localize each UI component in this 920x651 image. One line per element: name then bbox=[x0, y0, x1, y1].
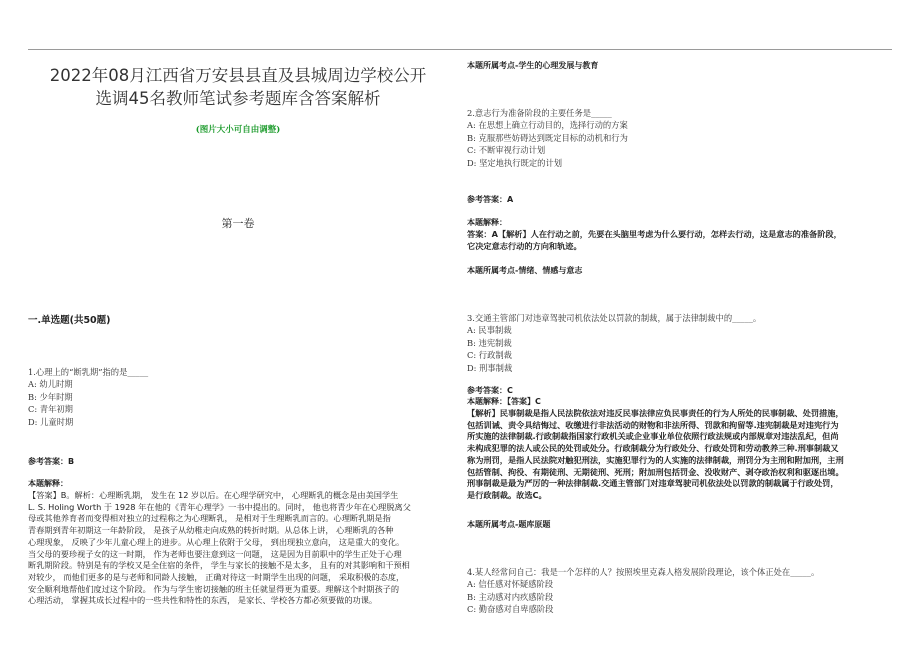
option-b: B: 主动感对内疚感阶段 bbox=[467, 591, 554, 602]
question-stem: 2.意志行为准备阶段的主要任务是_____ bbox=[467, 108, 612, 118]
option-a: A: 信任感对怀疑感阶段 bbox=[467, 579, 554, 590]
explanation-line: 答案：A【解析】人在行动之前，先要在头脑里考虑为什么要行动，怎样去行动，这是意志的准备阶段， bbox=[467, 229, 842, 239]
title-line-1: 2022年08月江西省万安县县直及县城周边学校公开 bbox=[49, 66, 427, 85]
explanation-line: L. S. Holing Worth 于 1928 年在他的《青年心理学》一书中提出的。同时， 他也将青少年在心理脱离父 bbox=[28, 501, 411, 512]
document-title bbox=[28, 64, 448, 110]
explanation-line: 刑事制裁是最为严厉的一种法律制裁.交通主管部门对违章驾驶司机依法处以罚款的制裁属于行政处罚， bbox=[467, 478, 839, 489]
option-d: D: 坚定地执行既定的计划 bbox=[467, 157, 563, 168]
explanation-line: 心理现象， 反映了少年儿童心理上的进步。从心理上依附于父母， 到出现独立意向， 这是重大的变化。 bbox=[28, 536, 405, 547]
question-stem: 1.心理上的“断乳期”指的是_____ bbox=[28, 367, 149, 377]
explanation-line: 它决定意志行动的方向和轨迹。 bbox=[467, 240, 582, 251]
option-b: B: 违宪制裁 bbox=[467, 337, 512, 348]
explanation-line: 【解析】民事制裁是指人民法院依法对违反民事法律应负民事责任的行为人所处的民事制裁、处罚措施， bbox=[467, 408, 844, 418]
subtitle: (图片大小可自由调整) bbox=[195, 125, 281, 135]
explanation-line: 包括管制、拘役、有期徒刑、无期徒刑、死刑；附加刑包括罚金、没收财产、剥夺政治权利和驱逐出境。 bbox=[467, 466, 844, 477]
option-c: C: 青年初期 bbox=[28, 404, 73, 415]
explanation-line: 对较少， 而他们更多的是与老师和同龄人接触， 正确对待这一时期学生出现的问题， 采取积极的态度， bbox=[28, 571, 405, 582]
explanation-line: 当父母的要珍视子女的这一时期， 作为老师也要注意到这一问题， 这是因为目前职中的学生正处于心理 bbox=[28, 548, 402, 559]
explanation-line: 包括训诫、责令具结悔过、收缴进行非法活动的财物和非法所得、罚款和拘留等.违宪制裁是对违宪行为 bbox=[467, 419, 839, 430]
option-c: C: 不断审视行动计划 bbox=[467, 145, 546, 156]
explanation-line: 断乳期阶段。特别是有的学校又是全住宿的条件， 学生与家长的接触不是太多， 且有的对其影响和干预相 bbox=[28, 560, 410, 571]
explanation-line: 安全顺利地帮他们度过这个阶段。 作为与学生密切接触的班主任就显得更为重要。理解这个时期孩子的 bbox=[28, 583, 400, 594]
explanation-line: 母或其他养育者而变得相对独立的过程称之为心理断乳， 是相对于生理断乳而言的。心理断乳期是指 bbox=[28, 513, 391, 524]
question-1 bbox=[28, 366, 148, 428]
question-4 bbox=[467, 566, 819, 616]
option-c: C: 行政制裁 bbox=[467, 350, 512, 361]
option-a: A: 民事制裁 bbox=[467, 325, 512, 336]
section-heading: 一.单选题(共50题) bbox=[28, 315, 111, 326]
option-a: A: 幼儿时期 bbox=[28, 379, 73, 390]
option-b: B: 少年时期 bbox=[28, 391, 73, 402]
explanation-text bbox=[467, 229, 897, 252]
explanation-text bbox=[467, 408, 899, 502]
question-2 bbox=[467, 107, 628, 169]
explanation-label: 本题解释： bbox=[28, 479, 68, 488]
explanation-label: 本题解释：【答案】C bbox=[467, 397, 541, 406]
explanation-line: 是行政制裁。故选C。 bbox=[467, 489, 547, 500]
explanation-line: 所实施的法律制裁.行政制裁指国家行政机关或企业事业单位依照行政法规或内部规章对违法乱纪，但尚 bbox=[467, 431, 839, 442]
explanation-line: 青春期到青年初期这一年龄阶段， 是孩子从幼稚走向成熟的转折时期。从总体上讲， 心理断乳的各种 bbox=[28, 525, 394, 536]
explanation-text bbox=[28, 490, 468, 607]
explanation-line: 【答案】B。解析：心理断乳期， 发生在 12 岁以后。在心理学研究中， 心理断乳的概念是由美国学生 bbox=[28, 490, 399, 500]
knowledge-point: 本题所属考点-学生的心理发展与教育 bbox=[467, 61, 599, 70]
answer-label: 参考答案：C bbox=[467, 386, 513, 395]
answer-label: 参考答案：A bbox=[467, 195, 514, 204]
knowledge-point: 本题所属考点-情绪、情感与意志 bbox=[467, 266, 583, 275]
volume-heading: 第一卷 bbox=[221, 217, 255, 230]
option-d: D: 刑事制裁 bbox=[467, 362, 513, 373]
answer-label: 参考答案：B bbox=[28, 457, 75, 466]
option-a: A: 在思想上确立行动目的，选择行动的方案 bbox=[467, 120, 628, 131]
title-line-2: 选调45名教师笔试参考题库含答案解析 bbox=[95, 89, 381, 108]
option-d: D: 儿童时期 bbox=[28, 416, 74, 427]
option-c: C: 勤奋感对自卑感阶段 bbox=[467, 604, 554, 615]
question-stem: 3.交通主管部门对违章驾驶司机依法处以罚款的制裁，属于法律制裁中的_____。 bbox=[467, 313, 762, 323]
option-b: B: 克服那些妨碍达到既定目标的动机和行为 bbox=[467, 132, 628, 143]
explanation-label: 本题解释： bbox=[467, 218, 507, 227]
explanation-line: 称为刑罚，是指人民法院对触犯刑法，实施犯罪行为的人实施的法律制裁，刑罚分为主刑和附加刑，主刑 bbox=[467, 454, 844, 465]
header-rule bbox=[28, 49, 892, 50]
knowledge-point: 本题所属考点-题库原题 bbox=[467, 520, 551, 529]
question-3 bbox=[467, 312, 761, 374]
explanation-line: 未构成犯罪的法人或公民的处罚或处分。行政制裁分为行政处分、行政处罚和劳动教养三种.刑事制裁又 bbox=[467, 443, 839, 454]
explanation-line: 心理活动， 掌握其成长过程中的一些共性和特性的东西， 是家长、学校各方都必须要做的功课。 bbox=[28, 595, 378, 606]
question-stem: 4.某人经常问自己：我是一个怎样的人？按照埃里克森人格发展阶段理论，该个体正处在_____。 bbox=[467, 567, 820, 577]
